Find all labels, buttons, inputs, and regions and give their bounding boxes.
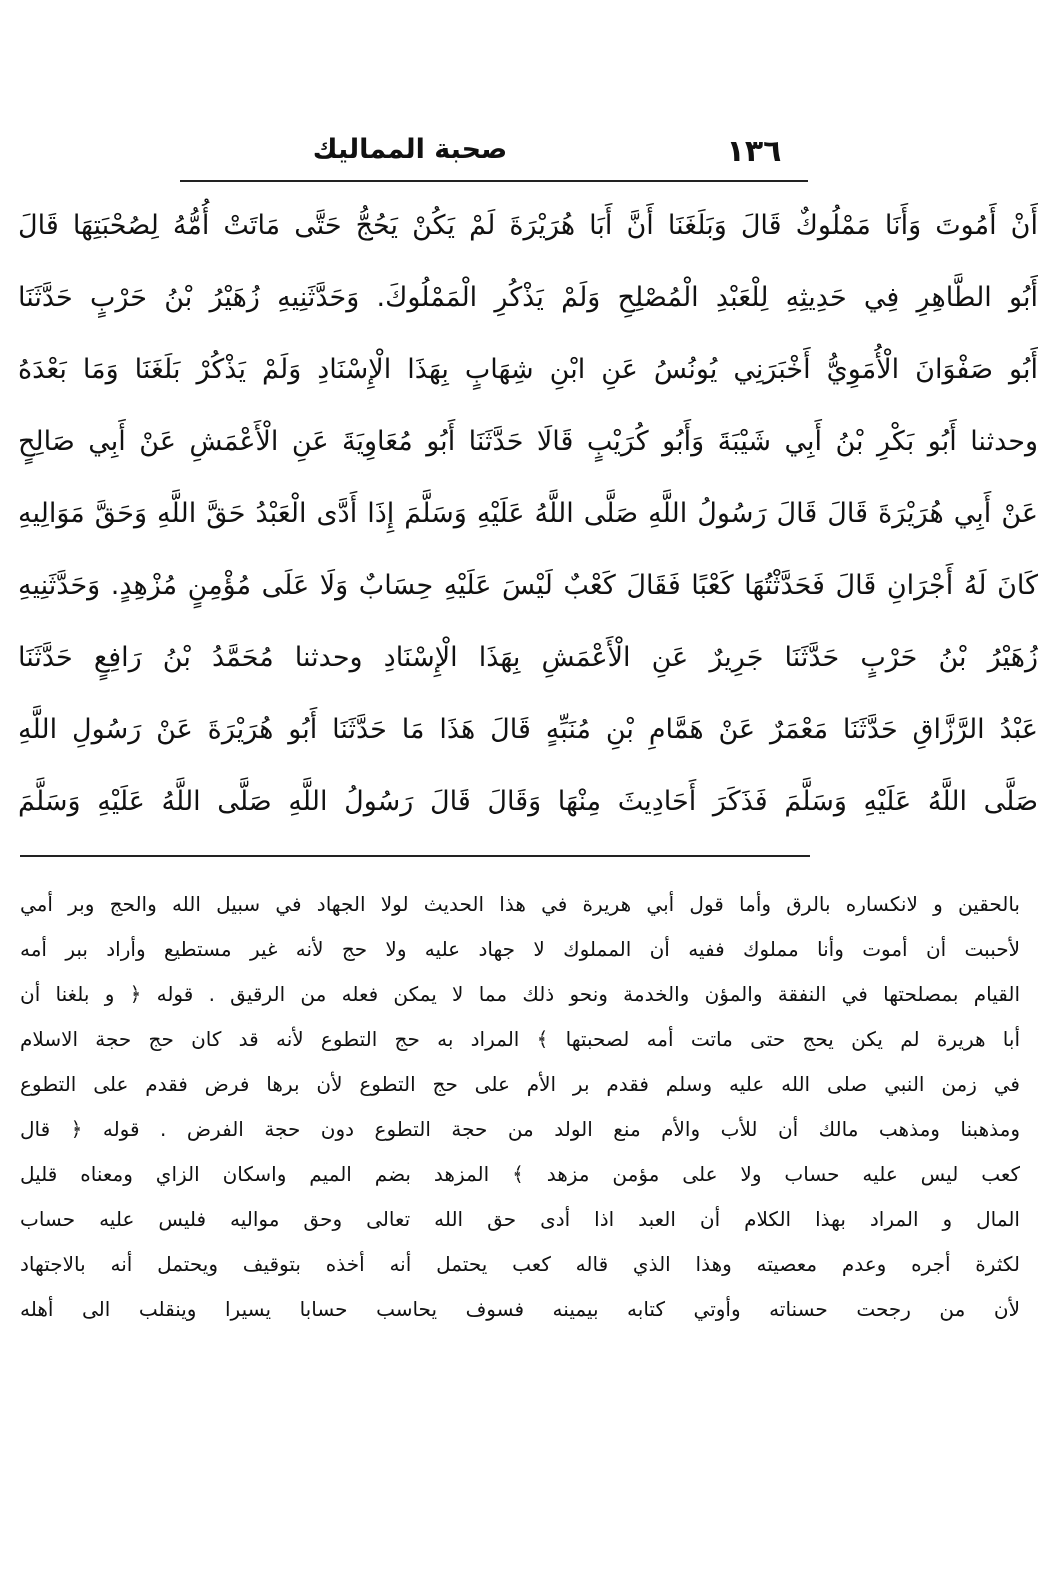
commentary-line: لأن من رجحت حسناته وأوتي كتابه بيمينه فسوف يحاسب حسابا يسيرا وينقلب الى أهله xyxy=(20,1297,1020,1321)
hadith-line: أَبُو صَفْوَانَ الْأُمَوِيُّ أَخْبَرَنِي يُونُسُ عَنِ ابْنِ شِهَابٍ بِهَذَا الْإِسْنَادِ وَلَمْ يَذْكُرْ بَلَغَنَا وَمَا بَعْدَهُ xyxy=(18,354,1038,385)
hadith-line: صَلَّى اللَّهُ عَلَيْهِ وَسَلَّمَ فَذَكَرَ أَحَادِيثَ مِنْهَا وَقَالَ قَالَ رَسُولُ اللَّهِ صَلَّى اللَّهُ عَلَيْهِ وَسَلَّمَ xyxy=(18,786,1038,817)
hadith-line: زُهَيْرُ بْنُ حَرْبٍ حَدَّثَنَا جَرِيرٌ عَنِ الْأَعْمَشِ بِهَذَا الْإِسْنَادِ وحدثنا مُحَمَّدُ بْنُ رَافِعٍ حَدَّثَنَا xyxy=(18,642,1038,673)
commentary-line: لكثرة أجره وعدم معصيته وهذا الذي قاله كعب يحتمل أنه أخذه بتوقيف ويحتمل أنه بالاجتهاد xyxy=(20,1252,1020,1276)
hadith-line: أَنْ أَمُوتَ وَأَنَا مَمْلُوكٌ قَالَ وَبَلَغَنَا أَنَّ أَبَا هُرَيْرَةَ لَمْ يَكُنْ يَحُجُّ حَتَّى مَاتَتْ أُمُّهُ لِصُحْبَتِهَا قَالَ xyxy=(18,210,1038,241)
commentary-line: في زمن النبي صلى الله عليه وسلم فقدم بر الأم على حج التطوع لأن برها فرض فقدم على التطوع xyxy=(20,1072,1020,1096)
hadith-line: كَانَ لَهُ أَجْرَانِ قَالَ فَحَدَّثْتُهَا كَعْبًا فَقَالَ كَعْبٌ لَيْسَ عَلَيْهِ حِسَابٌ وَلَا عَلَى مُؤْمِنٍ مُزْهِدٍ. وَحَدَّثَنِيهِ xyxy=(18,570,1038,601)
commentary-line: لأحببت أن أموت وأنا مملوك ففيه أن المملوك لا جهاد عليه ولا حج لأنه غير مستطيع وأراد ببر أمه xyxy=(20,937,1020,961)
commentary-text xyxy=(20,882,1020,1377)
hadith-line: وحدثنا أَبُو بَكْرِ بْنُ أَبِي شَيْبَةَ وَأَبُو كُرَيْبٍ قَالَا حَدَّثَنَا أَبُو مُعَاوِيَةَ عَنِ الْأَعْمَشِ عَنْ أَبِي صَالِحٍ xyxy=(18,426,1038,457)
running-header-title: صحبة المماليك xyxy=(312,134,508,165)
hadith-line: عَبْدُ الرَّزَّاقِ حَدَّثَنَا مَعْمَرٌ عَنْ هَمَّامِ بْنِ مُنَبِّهٍ قَالَ هَذَا مَا حَدَّثَنَا أَبُو هُرَيْرَةَ عَنْ رَسُولِ اللَّهِ xyxy=(18,714,1038,745)
header-rule xyxy=(180,180,808,182)
commentary-line: القيام بمصلحتها في النفقة والمؤن والخدمة ونحو ذلك مما لا يمكن فعله من الرقيق . قوله ﴿ و بلغنا أن xyxy=(20,982,1020,1006)
commentary-line: كعب ليس عليه حساب ولا على مؤمن مزهد ﴾ المزهد بضم الميم واسكان الزاي ومعناه قليل xyxy=(20,1162,1020,1186)
commentary-line: المال و المراد بهذا الكلام أن العبد اذا أدى حق الله تعالى وحق مواليه فليس عليه حساب xyxy=(20,1207,1020,1231)
commentary-line: ومذهبنا ومذهب مالك أن للأب والأم منع الولد من حجة التطوع دون حجة الفرض . قوله ﴿ قال xyxy=(20,1117,1020,1141)
commentary-divider xyxy=(20,855,810,857)
hadith-text xyxy=(18,190,1038,840)
commentary-line: أبا هريرة لم يكن يحج حتى ماتت أمه لصحبتها ﴾ المراد به حج التطوع لأنه قد كان حج حجة الاسلام xyxy=(20,1027,1020,1051)
page-number: ١٣٦ xyxy=(726,134,782,169)
hadith-line: أَبُو الطَّاهِرِ فِي حَدِيثِهِ لِلْعَبْدِ الْمُصْلِحِ وَلَمْ يَذْكُرِ الْمَمْلُوكَ. وَحَدَّثَنِيهِ زُهَيْرُ بْنُ حَرْبٍ حَدَّثَنَا xyxy=(18,282,1038,313)
commentary-line: بالحقين و لانكساره بالرق وأما قول أبي هريرة في هذا الحديث لولا الجهاد في سبيل الله والحج وبر أمي xyxy=(20,892,1020,916)
hadith-line: عَنْ أَبِي هُرَيْرَةَ قَالَ قَالَ رَسُولُ اللَّهِ صَلَّى اللَّهُ عَلَيْهِ وَسَلَّمَ إِذَا أَدَّى الْعَبْدُ حَقَّ اللَّهِ وَحَقَّ مَوَالِيهِ xyxy=(18,498,1038,529)
